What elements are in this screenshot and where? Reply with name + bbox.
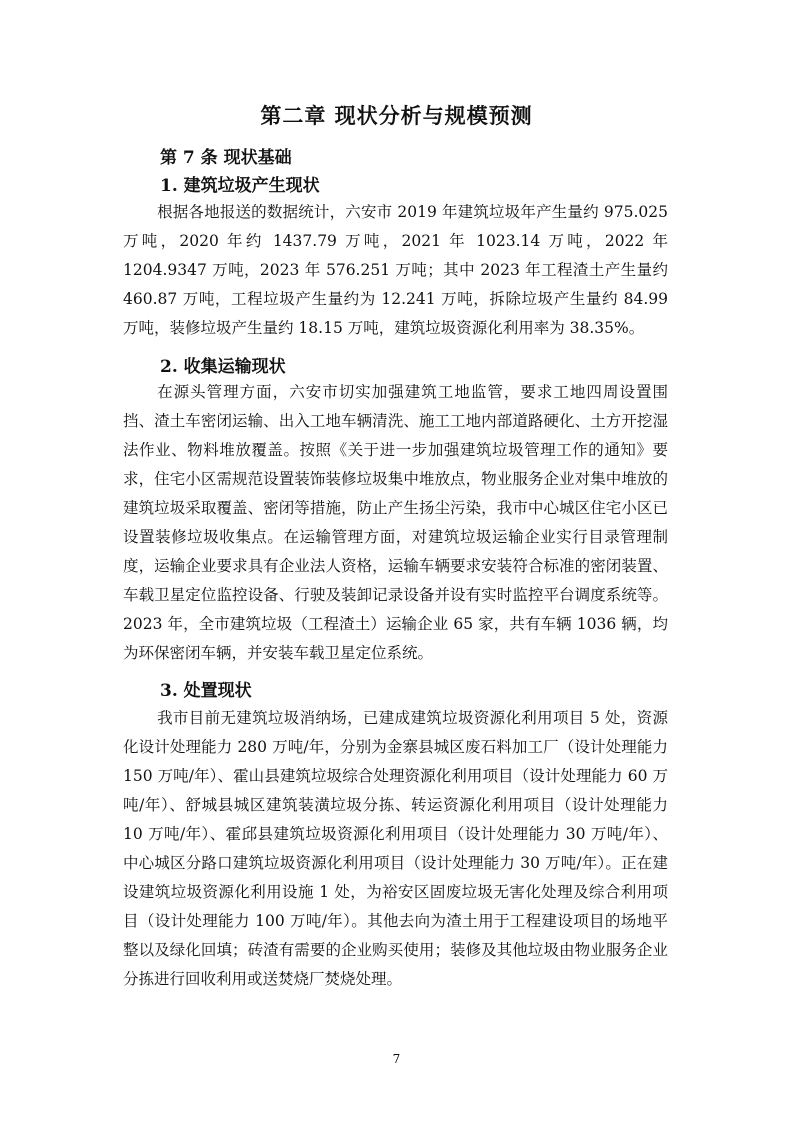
section-paragraph-1: 根据各地报送的数据统计，六安市 2019 年建筑垃圾年产生量约 975.025 万吨，2020 年约 1437.79 万吨，2021 年 1023.14 万吨，2022 年 1204.9347 万吨，2023 年 576.251 万吨；其中 2023 年工程渣土产生量约 460.87 万吨，工程垃圾产生量约为 12.241 万吨，拆除垃圾产生量约 84.99 万吨，装修垃圾产生量约 18.15 万吨，建筑垃圾资源化利用率为 38.35%。 — [123, 203, 668, 337]
section-heading-3: 3. 处置现状 — [160, 681, 252, 701]
article-title: 第 7 条 现状基础 — [160, 148, 292, 168]
page-number: 7 — [392, 1052, 401, 1066]
chapter-title: 第二章 现状分析与规模预测 — [260, 103, 533, 128]
section-paragraph-3: 我市目前无建筑垃圾消纳场，已建成建筑垃圾资源化利用项目 5 处，资源化设计处理能力 280 万吨/年，分别为金寨县城区废石料加工厂（设计处理能力 150 万吨/年）、霍山县建筑垃圾综合处理资源化利用项目（设计处理能力 60 万吨/年）、舒城县城区建筑装潢垃圾分拣、转运资源化利用项目（设计处理能力 10 万吨/年）、霍邱县建筑垃圾资源化利用项目（设计处理能力 30 万吨/年）、中心城区分路口建筑垃圾资源化利用项目（设计处理能力 30 万吨/年）。正在建设建筑垃圾资源化利用设施 1 处，为裕安区固废垃圾无害化处理及综合利用项目（设计处理能力 100 万吨/年）。其他去向为渣土用于工程建设项目的场地平整以及绿化回填；砖渣有需要的企业购买使用；装修及其他垃圾由物业服务企业分拣进行回收利用或送焚烧厂焚烧处理。 — [123, 709, 668, 988]
section-paragraph-2: 在源头管理方面，六安市切实加强建筑工地监管，要求工地四周设置围挡、渣土车密闭运输、出入工地车辆清洗、施工工地内部道路硬化、土方开挖湿法作业、物料堆放覆盖。按照《关于进一步加强建筑垃圾管理工作的通知》要求，住宅小区需规范设置装饰装修垃圾集中堆放点，物业服务企业对集中堆放的建筑垃圾采取覆盖、密闭等措施，防止产生扬尘污染，我市中心城区住宅小区已设置装修垃圾收集点。在运输管理方面，对建筑垃圾运输企业实行目录管理制度，运输企业要求具有企业法人资格，运输车辆要求安装符合标准的密闭装置、车载卫星定位监控设备、行驶及装卸记录设备并设有实时监控平台调度系统等。2023 年，全市建筑垃圾（工程渣土）运输企业 65 家，共有车辆 1036 辆，均为环保密闭车辆，并安装车载卫星定位系统。 — [123, 383, 668, 662]
section-heading-2: 2. 收集运输现状 — [160, 357, 286, 377]
section-heading-1: 1. 建筑垃圾产生现状 — [160, 176, 320, 196]
